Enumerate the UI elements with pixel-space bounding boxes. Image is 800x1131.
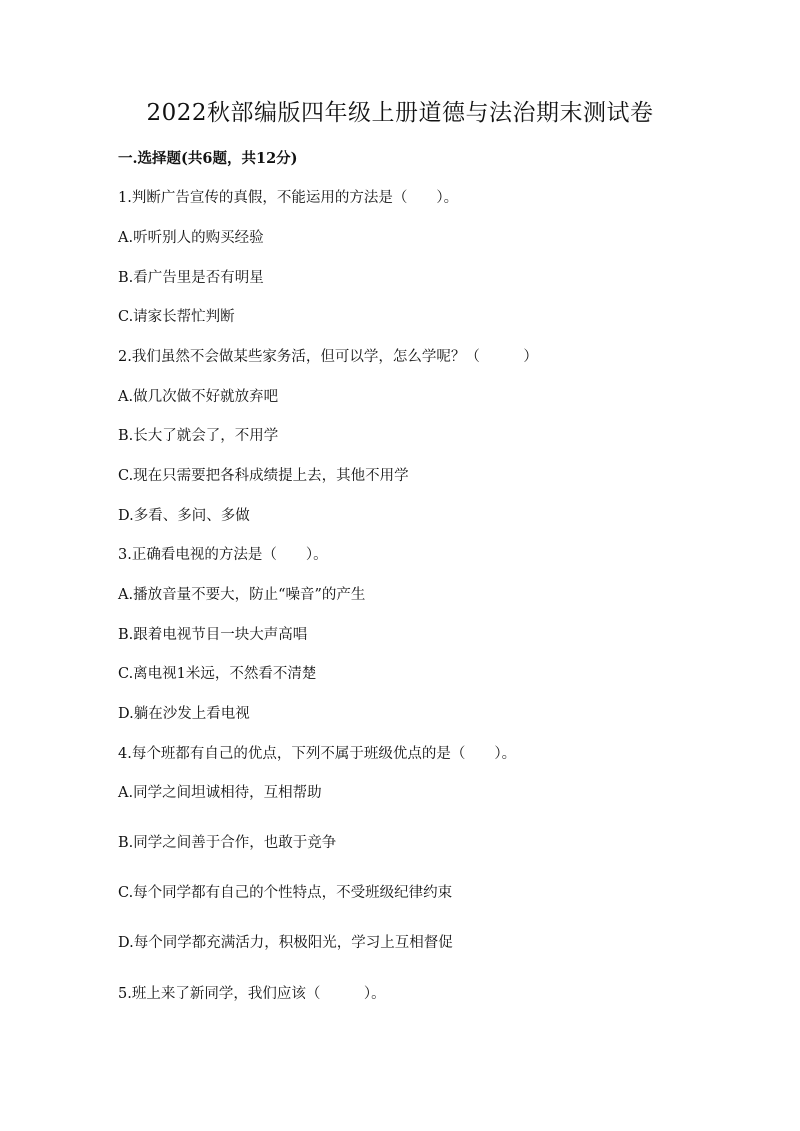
question-2-option-a: A.做几次做不好就放弃吧 [118,389,279,405]
page-title: 2022秋部编版四年级上册道德与法治期末测试卷 [146,100,654,126]
question-4-option-d: D.每个同学都充满活力，积极阳光，学习上互相督促 [118,935,453,951]
question-2-option-b: B.长大了就会了，不用学 [118,428,279,444]
question-3-option-a: A.播放音量不要大，防止“噪音”的产生 [118,587,366,603]
question-3-option-c: C.离电视1米远，不然看不清楚 [118,666,317,682]
question-2-option-c: C.现在只需要把各科成绩提上去，其他不用学 [118,468,409,484]
question-4-option-c: C.每个同学都有自己的个性特点，不受班级纪律约束 [118,885,453,901]
question-4-option-a: A.同学之间坦诚相待，互相帮助 [118,785,322,801]
question-3-option-b: B.跟着电视节目一块大声高唱 [118,627,308,643]
question-5-stem: 5.班上来了新同学，我们应该（ ）。 [118,986,386,1002]
question-4-option-b: B.同学之间善于合作，也敢于竞争 [118,835,337,851]
question-3-stem: 3.正确看电视的方法是（ ）。 [118,547,328,563]
question-3-option-d: D.躺在沙发上看电视 [118,706,250,722]
question-1-stem: 1.判断广告宣传的真假，不能运用的方法是（ ）。 [118,190,459,206]
question-2-stem: 2.我们虽然不会做某些家务活，但可以学，怎么学呢？（ ） [118,349,538,365]
question-1-option-a: A.听听别人的购买经验 [118,230,264,246]
question-1-option-c: C.请家长帮忙判断 [118,309,235,325]
question-2-option-d: D.多看、多问、多做 [118,508,250,524]
question-1-option-b: B.看广告里是否有明星 [118,270,264,286]
section-heading: 一.选择题(共6题，共12分) [118,150,298,167]
question-4-stem: 4.每个班都有自己的优点，下列不属于班级优点的是（ ）。 [118,746,517,762]
